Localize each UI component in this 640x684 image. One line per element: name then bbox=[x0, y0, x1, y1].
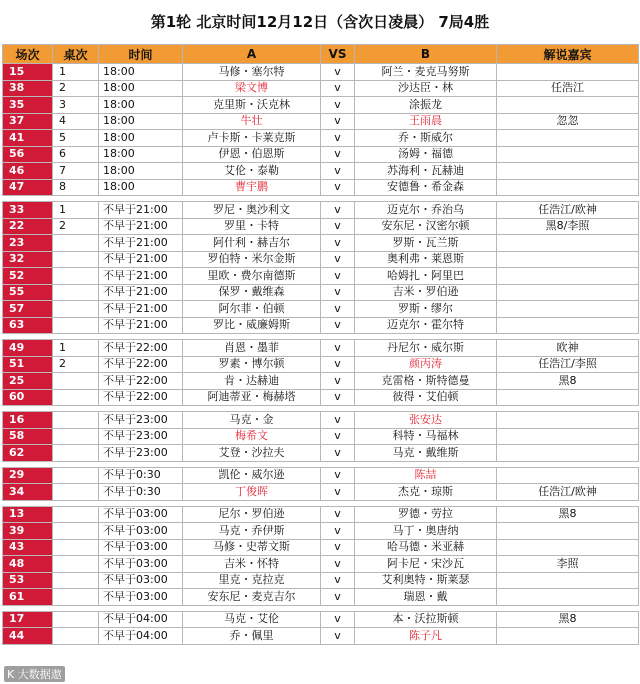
match-code: 32 bbox=[3, 251, 53, 268]
vs-marker: v bbox=[321, 484, 355, 501]
match-row bbox=[3, 467, 639, 484]
match-row bbox=[3, 97, 639, 114]
vs-marker: v bbox=[321, 340, 355, 357]
player-b: 陈喆 bbox=[355, 467, 497, 484]
commentator bbox=[497, 146, 639, 163]
vs-marker: v bbox=[321, 373, 355, 390]
vs-marker: v bbox=[321, 202, 355, 219]
vs-marker: v bbox=[321, 218, 355, 235]
player-a: 里克・克拉克 bbox=[183, 572, 321, 589]
player-b: 王雨晨 bbox=[355, 113, 497, 130]
commentator bbox=[497, 64, 639, 81]
match-code: 35 bbox=[3, 97, 53, 114]
match-time: 18:00 bbox=[99, 113, 183, 130]
header-table: 桌次 bbox=[53, 45, 99, 64]
match-time: 不早于21:00 bbox=[99, 251, 183, 268]
header-player-a: A bbox=[183, 45, 321, 64]
commentator: 忽忽 bbox=[497, 113, 639, 130]
vs-marker: v bbox=[321, 572, 355, 589]
table-number bbox=[53, 589, 99, 606]
player-a: 丁俊晖 bbox=[183, 484, 321, 501]
commentator bbox=[497, 284, 639, 301]
player-b: 奥利弗・莱恩斯 bbox=[355, 251, 497, 268]
vs-marker: v bbox=[321, 146, 355, 163]
table-number bbox=[53, 523, 99, 540]
player-b: 颜丙涛 bbox=[355, 356, 497, 373]
commentator bbox=[497, 412, 639, 429]
match-time: 18:00 bbox=[99, 130, 183, 147]
match-code: 38 bbox=[3, 80, 53, 97]
match-row bbox=[3, 146, 639, 163]
table-number bbox=[53, 301, 99, 318]
vs-marker: v bbox=[321, 611, 355, 628]
match-code: 57 bbox=[3, 301, 53, 318]
table-number bbox=[53, 484, 99, 501]
player-b: 哈姆扎・阿里巴 bbox=[355, 268, 497, 285]
match-code: 29 bbox=[3, 467, 53, 484]
match-time: 不早于03:00 bbox=[99, 523, 183, 540]
table-number bbox=[53, 445, 99, 462]
table-number bbox=[53, 539, 99, 556]
player-a: 肖恩・墨菲 bbox=[183, 340, 321, 357]
match-code: 39 bbox=[3, 523, 53, 540]
commentator bbox=[497, 179, 639, 196]
table-number bbox=[53, 235, 99, 252]
table-number bbox=[53, 628, 99, 645]
player-a: 阿什利・赫吉尔 bbox=[183, 235, 321, 252]
vs-marker: v bbox=[321, 268, 355, 285]
match-row bbox=[3, 628, 639, 645]
header-player-b: B bbox=[355, 45, 497, 64]
match-code: 46 bbox=[3, 163, 53, 180]
player-a: 艾登・沙拉夫 bbox=[183, 445, 321, 462]
match-time: 不早于03:00 bbox=[99, 506, 183, 523]
table-number: 2 bbox=[53, 356, 99, 373]
match-code: 44 bbox=[3, 628, 53, 645]
match-time: 18:00 bbox=[99, 97, 183, 114]
match-code: 56 bbox=[3, 146, 53, 163]
match-time: 不早于21:00 bbox=[99, 317, 183, 334]
vs-marker: v bbox=[321, 235, 355, 252]
player-a: 卢卡斯・卡莱克斯 bbox=[183, 130, 321, 147]
commentator: 黑8 bbox=[497, 506, 639, 523]
commentator bbox=[497, 97, 639, 114]
table-number: 7 bbox=[53, 163, 99, 180]
player-b: 迈克尔・乔治乌 bbox=[355, 202, 497, 219]
player-b: 本・沃拉斯顿 bbox=[355, 611, 497, 628]
vs-marker: v bbox=[321, 412, 355, 429]
player-a: 梅希文 bbox=[183, 428, 321, 445]
commentator: 任浩江/欧神 bbox=[497, 202, 639, 219]
match-row bbox=[3, 268, 639, 285]
match-row bbox=[3, 572, 639, 589]
match-code: 53 bbox=[3, 572, 53, 589]
player-b: 罗德・劳拉 bbox=[355, 506, 497, 523]
match-row bbox=[3, 428, 639, 445]
match-time: 不早于03:00 bbox=[99, 589, 183, 606]
player-b: 杰克・琼斯 bbox=[355, 484, 497, 501]
vs-marker: v bbox=[321, 356, 355, 373]
table-number: 5 bbox=[53, 130, 99, 147]
player-b: 安东尼・汉密尔顿 bbox=[355, 218, 497, 235]
match-row bbox=[3, 340, 639, 357]
table-number: 8 bbox=[53, 179, 99, 196]
match-row bbox=[3, 251, 639, 268]
match-time: 18:00 bbox=[99, 146, 183, 163]
commentator bbox=[497, 445, 639, 462]
commentator: 任浩江 bbox=[497, 80, 639, 97]
player-a: 曹宇鹏 bbox=[183, 179, 321, 196]
commentator: 任浩江/李照 bbox=[497, 356, 639, 373]
match-row bbox=[3, 373, 639, 390]
player-a: 罗伯特・米尔金斯 bbox=[183, 251, 321, 268]
commentator: 李照 bbox=[497, 556, 639, 573]
table-number bbox=[53, 556, 99, 573]
match-row bbox=[3, 523, 639, 540]
player-a: 伊恩・伯恩斯 bbox=[183, 146, 321, 163]
match-time: 不早于03:00 bbox=[99, 572, 183, 589]
player-b: 马克・戴维斯 bbox=[355, 445, 497, 462]
vs-marker: v bbox=[321, 64, 355, 81]
match-time: 不早于04:00 bbox=[99, 628, 183, 645]
commentator bbox=[497, 589, 639, 606]
header-match: 场次 bbox=[3, 45, 53, 64]
match-code: 17 bbox=[3, 611, 53, 628]
vs-marker: v bbox=[321, 589, 355, 606]
commentator: 欧神 bbox=[497, 340, 639, 357]
player-b: 阿兰・麦克马努斯 bbox=[355, 64, 497, 81]
page-title: 第1轮 北京时间12月12日（含次日凌晨） 7局4胜 bbox=[150, 13, 490, 31]
match-code: 33 bbox=[3, 202, 53, 219]
table-number bbox=[53, 428, 99, 445]
table-number bbox=[53, 412, 99, 429]
table-number bbox=[53, 373, 99, 390]
match-time: 18:00 bbox=[99, 163, 183, 180]
match-code: 62 bbox=[3, 445, 53, 462]
vs-marker: v bbox=[321, 556, 355, 573]
commentator bbox=[497, 428, 639, 445]
match-code: 60 bbox=[3, 389, 53, 406]
match-row bbox=[3, 506, 639, 523]
match-code: 55 bbox=[3, 284, 53, 301]
vs-marker: v bbox=[321, 467, 355, 484]
match-code: 37 bbox=[3, 113, 53, 130]
player-b: 马丁・奥唐纳 bbox=[355, 523, 497, 540]
header-row bbox=[3, 45, 639, 64]
match-time: 不早于23:00 bbox=[99, 428, 183, 445]
commentator bbox=[497, 130, 639, 147]
player-a: 罗素・博尔顿 bbox=[183, 356, 321, 373]
match-time: 18:00 bbox=[99, 179, 183, 196]
match-time: 不早于23:00 bbox=[99, 412, 183, 429]
player-b: 艾利奥特・斯莱瑟 bbox=[355, 572, 497, 589]
match-time: 不早于03:00 bbox=[99, 556, 183, 573]
player-a: 马修・塞尔特 bbox=[183, 64, 321, 81]
player-a: 阿迪蒂亚・梅赫塔 bbox=[183, 389, 321, 406]
player-a: 马克・艾伦 bbox=[183, 611, 321, 628]
player-b: 彼得・艾伯顿 bbox=[355, 389, 497, 406]
vs-marker: v bbox=[321, 251, 355, 268]
match-row bbox=[3, 484, 639, 501]
vs-marker: v bbox=[321, 130, 355, 147]
commentator bbox=[497, 628, 639, 645]
player-a: 罗比・威廉姆斯 bbox=[183, 317, 321, 334]
match-code: 52 bbox=[3, 268, 53, 285]
match-time: 不早于22:00 bbox=[99, 356, 183, 373]
player-b: 罗斯・瓦兰斯 bbox=[355, 235, 497, 252]
match-code: 61 bbox=[3, 589, 53, 606]
match-row bbox=[3, 235, 639, 252]
vs-marker: v bbox=[321, 445, 355, 462]
commentator bbox=[497, 235, 639, 252]
player-b: 苏海利・瓦赫迪 bbox=[355, 163, 497, 180]
player-a: 保罗・戴维森 bbox=[183, 284, 321, 301]
match-code: 51 bbox=[3, 356, 53, 373]
match-row bbox=[3, 389, 639, 406]
match-code: 15 bbox=[3, 64, 53, 81]
table-number: 2 bbox=[53, 218, 99, 235]
player-b: 克雷格・斯特德曼 bbox=[355, 373, 497, 390]
match-row bbox=[3, 412, 639, 429]
match-row bbox=[3, 356, 639, 373]
match-time: 不早于22:00 bbox=[99, 340, 183, 357]
vs-marker: v bbox=[321, 628, 355, 645]
header-commentator: 解说嘉宾 bbox=[497, 45, 639, 64]
match-time: 不早于21:00 bbox=[99, 235, 183, 252]
match-row bbox=[3, 284, 639, 301]
match-time: 不早于21:00 bbox=[99, 268, 183, 285]
match-time: 不早于21:00 bbox=[99, 202, 183, 219]
player-a: 艾伦・泰勒 bbox=[183, 163, 321, 180]
commentator bbox=[497, 301, 639, 318]
match-row bbox=[3, 179, 639, 196]
player-b: 阿卡尼・宋沙瓦 bbox=[355, 556, 497, 573]
match-code: 47 bbox=[3, 179, 53, 196]
vs-marker: v bbox=[321, 284, 355, 301]
player-a: 肯・达赫迪 bbox=[183, 373, 321, 390]
player-a: 尼尔・罗伯逊 bbox=[183, 506, 321, 523]
vs-marker: v bbox=[321, 97, 355, 114]
match-code: 23 bbox=[3, 235, 53, 252]
player-b: 汤姆・福德 bbox=[355, 146, 497, 163]
vs-marker: v bbox=[321, 389, 355, 406]
player-b: 张安达 bbox=[355, 412, 497, 429]
commentator bbox=[497, 268, 639, 285]
table-number: 6 bbox=[53, 146, 99, 163]
match-time: 不早于22:00 bbox=[99, 373, 183, 390]
table-number bbox=[53, 611, 99, 628]
match-code: 13 bbox=[3, 506, 53, 523]
vs-marker: v bbox=[321, 428, 355, 445]
player-b: 科特・马福林 bbox=[355, 428, 497, 445]
commentator bbox=[497, 467, 639, 484]
player-b: 吉米・罗伯逊 bbox=[355, 284, 497, 301]
player-a: 里欧・费尔南德斯 bbox=[183, 268, 321, 285]
match-time: 不早于22:00 bbox=[99, 389, 183, 406]
match-code: 49 bbox=[3, 340, 53, 357]
player-a: 阿尔菲・伯顿 bbox=[183, 301, 321, 318]
table-number bbox=[53, 467, 99, 484]
commentator bbox=[497, 572, 639, 589]
vs-marker: v bbox=[321, 523, 355, 540]
player-a: 罗里・卡特 bbox=[183, 218, 321, 235]
match-row bbox=[3, 130, 639, 147]
table-number bbox=[53, 389, 99, 406]
player-a: 罗尼・奥沙利文 bbox=[183, 202, 321, 219]
player-a: 安东尼・麦克吉尔 bbox=[183, 589, 321, 606]
vs-marker: v bbox=[321, 317, 355, 334]
match-time: 18:00 bbox=[99, 64, 183, 81]
match-row bbox=[3, 317, 639, 334]
player-b: 罗斯・缪尔 bbox=[355, 301, 497, 318]
player-a: 马克・乔伊斯 bbox=[183, 523, 321, 540]
match-time: 不早于21:00 bbox=[99, 301, 183, 318]
table-number bbox=[53, 284, 99, 301]
player-a: 牛壮 bbox=[183, 113, 321, 130]
vs-marker: v bbox=[321, 539, 355, 556]
match-time: 不早于0:30 bbox=[99, 467, 183, 484]
match-code: 22 bbox=[3, 218, 53, 235]
match-row bbox=[3, 611, 639, 628]
table-number bbox=[53, 572, 99, 589]
match-code: 43 bbox=[3, 539, 53, 556]
player-b: 丹尼尔・威尔斯 bbox=[355, 340, 497, 357]
match-code: 16 bbox=[3, 412, 53, 429]
commentator bbox=[497, 317, 639, 334]
table-number bbox=[53, 268, 99, 285]
match-code: 48 bbox=[3, 556, 53, 573]
player-b: 迈克尔・霍尔特 bbox=[355, 317, 497, 334]
vs-marker: v bbox=[321, 506, 355, 523]
match-time: 不早于03:00 bbox=[99, 539, 183, 556]
commentator: 黑8/李照 bbox=[497, 218, 639, 235]
table-number: 4 bbox=[53, 113, 99, 130]
vs-marker: v bbox=[321, 163, 355, 180]
table-number: 1 bbox=[53, 64, 99, 81]
player-a: 梁文博 bbox=[183, 80, 321, 97]
commentator bbox=[497, 251, 639, 268]
table-number: 3 bbox=[53, 97, 99, 114]
player-a: 马修・史蒂文斯 bbox=[183, 539, 321, 556]
match-row bbox=[3, 556, 639, 573]
match-code: 34 bbox=[3, 484, 53, 501]
match-code: 41 bbox=[3, 130, 53, 147]
player-b: 乔・斯威尔 bbox=[355, 130, 497, 147]
match-time: 不早于21:00 bbox=[99, 218, 183, 235]
match-time: 不早于21:00 bbox=[99, 284, 183, 301]
table-number bbox=[53, 317, 99, 334]
player-b: 瑞恩・戴 bbox=[355, 589, 497, 606]
vs-marker: v bbox=[321, 179, 355, 196]
watermark-logo: K 大数据遨 bbox=[4, 666, 65, 682]
match-time: 18:00 bbox=[99, 80, 183, 97]
match-row bbox=[3, 539, 639, 556]
player-b: 陈子凡 bbox=[355, 628, 497, 645]
player-b: 哈马德・米亚赫 bbox=[355, 539, 497, 556]
match-row bbox=[3, 589, 639, 606]
match-row bbox=[3, 80, 639, 97]
commentator: 黑8 bbox=[497, 373, 639, 390]
player-a: 马克・金 bbox=[183, 412, 321, 429]
match-row bbox=[3, 202, 639, 219]
commentator bbox=[497, 389, 639, 406]
commentator bbox=[497, 523, 639, 540]
table-number: 1 bbox=[53, 202, 99, 219]
commentator bbox=[497, 163, 639, 180]
table-number bbox=[53, 506, 99, 523]
header-time: 时间 bbox=[99, 45, 183, 64]
match-time: 不早于04:00 bbox=[99, 611, 183, 628]
vs-marker: v bbox=[321, 80, 355, 97]
match-row bbox=[3, 445, 639, 462]
vs-marker: v bbox=[321, 301, 355, 318]
match-time: 不早于23:00 bbox=[99, 445, 183, 462]
commentator: 黑8 bbox=[497, 611, 639, 628]
match-time: 不早于0:30 bbox=[99, 484, 183, 501]
match-code: 58 bbox=[3, 428, 53, 445]
table-number: 2 bbox=[53, 80, 99, 97]
match-code: 63 bbox=[3, 317, 53, 334]
match-code: 25 bbox=[3, 373, 53, 390]
player-a: 凯伦・威尔逊 bbox=[183, 467, 321, 484]
vs-marker: v bbox=[321, 113, 355, 130]
player-a: 乔・佩里 bbox=[183, 628, 321, 645]
player-b: 安德鲁・希金森 bbox=[355, 179, 497, 196]
match-row bbox=[3, 64, 639, 81]
player-b: 沙达臣・林 bbox=[355, 80, 497, 97]
match-row bbox=[3, 301, 639, 318]
commentator: 任浩江/欧神 bbox=[497, 484, 639, 501]
player-a: 吉米・怀特 bbox=[183, 556, 321, 573]
table-number: 1 bbox=[53, 340, 99, 357]
commentator bbox=[497, 539, 639, 556]
match-row bbox=[3, 163, 639, 180]
player-a: 克里斯・沃克林 bbox=[183, 97, 321, 114]
match-row bbox=[3, 218, 639, 235]
header-vs: VS bbox=[321, 45, 355, 64]
schedule-table bbox=[2, 44, 639, 645]
table-number bbox=[53, 251, 99, 268]
player-b: 涂振龙 bbox=[355, 97, 497, 114]
match-row bbox=[3, 113, 639, 130]
